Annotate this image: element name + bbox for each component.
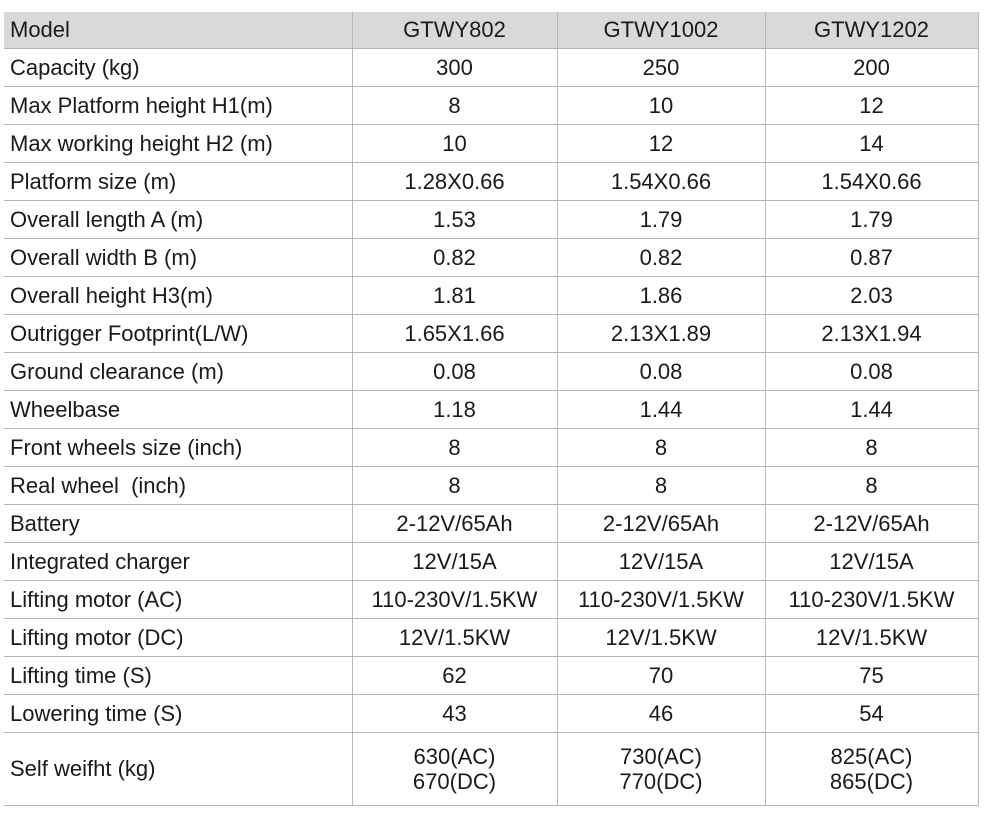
row-label: Lifting motor (DC) [4,619,352,657]
row-label: Overall width B (m) [4,239,352,277]
row-label: Battery [4,505,352,543]
row-label: Max Platform height H1(m) [4,87,352,125]
row-label: Overall height H3(m) [4,277,352,315]
table-row [4,429,978,467]
table-row [4,581,978,619]
table-row [4,201,978,239]
weight-ac: 730(AC) [620,743,702,769]
row-value: 1.79 [765,201,978,239]
row-value: 1.81 [352,277,557,315]
row-value: 12V/1.5KW [352,619,557,657]
row-value: 1.44 [765,391,978,429]
header-row [4,12,978,49]
row-label: Lifting time (S) [4,657,352,695]
row-value: 43 [352,695,557,733]
row-value: 8 [352,87,557,125]
row-value: 2-12V/65Ah [765,505,978,543]
table-row [4,619,978,657]
row-value: 12 [765,87,978,125]
row-value: 8 [765,467,978,505]
row-value: 0.08 [765,353,978,391]
row-value-multiline [765,733,978,806]
row-value: 12 [557,125,765,163]
row-value: 0.87 [765,239,978,277]
table-row [4,277,978,315]
row-label: Lifting motor (AC) [4,581,352,619]
row-value: 0.08 [352,353,557,391]
table-row [4,391,978,429]
row-value: 200 [765,49,978,87]
row-value: 12V/1.5KW [765,619,978,657]
row-value: 1.86 [557,277,765,315]
row-value-multiline [557,733,765,806]
row-value: 12V/1.5KW [557,619,765,657]
row-value: 2.13X1.89 [557,315,765,353]
row-value: 14 [765,125,978,163]
table-row [4,657,978,695]
row-value: 0.08 [557,353,765,391]
weight-ac: 630(AC) [413,743,496,769]
row-value: 300 [352,49,557,87]
row-value: 0.82 [352,239,557,277]
row-value: 8 [765,429,978,467]
weight-dc: 770(DC) [619,769,703,794]
row-value: 1.28X0.66 [352,163,557,201]
row-label: Wheelbase [4,391,352,429]
row-label: Integrated charger [4,543,352,581]
row-value: 2-12V/65Ah [557,505,765,543]
row-label: Platform size (m) [4,163,352,201]
weight-ac: 825(AC) [830,743,913,769]
row-label: Capacity (kg) [4,49,352,87]
row-value: 8 [352,429,557,467]
row-value: 12V/15A [765,543,978,581]
row-value: 1.44 [557,391,765,429]
header-model-3: GTWY1202 [765,12,978,49]
table-row [4,239,978,277]
row-value: 62 [352,657,557,695]
table-row [4,49,978,87]
table-row [4,543,978,581]
row-value: 54 [765,695,978,733]
row-value: 75 [765,657,978,695]
table-row [4,505,978,543]
table-row [4,315,978,353]
table-row-self-weight [4,733,978,806]
row-value: 70 [557,657,765,695]
row-value: 2-12V/65Ah [352,505,557,543]
row-value: 1.79 [557,201,765,239]
row-label: Self weifht (kg) [4,733,352,806]
row-label: Max working height H2 (m) [4,125,352,163]
table-row [4,467,978,505]
spec-table [4,12,979,806]
row-label: Front wheels size (inch) [4,429,352,467]
row-value: 110-230V/1.5KW [557,581,765,619]
row-value: 2.03 [765,277,978,315]
table-row [4,695,978,733]
header-model-1: GTWY802 [352,12,557,49]
table-row [4,125,978,163]
table-row [4,87,978,125]
row-label: Real wheel (inch) [4,467,352,505]
row-value: 1.53 [352,201,557,239]
row-label: Overall length A (m) [4,201,352,239]
table-row [4,163,978,201]
header-model-label: Model [4,12,352,49]
row-value: 1.54X0.66 [557,163,765,201]
row-value: 0.82 [557,239,765,277]
row-label: Lowering time (S) [4,695,352,733]
row-value: 1.65X1.66 [352,315,557,353]
row-label: Outrigger Footprint(L/W) [4,315,352,353]
row-value: 2.13X1.94 [765,315,978,353]
row-label: Ground clearance (m) [4,353,352,391]
row-value: 10 [557,87,765,125]
row-value-multiline [352,733,557,806]
table-row [4,353,978,391]
row-value: 1.18 [352,391,557,429]
row-value: 46 [557,695,765,733]
header-model-2: GTWY1002 [557,12,765,49]
weight-dc: 670(DC) [412,769,497,794]
row-value: 8 [352,467,557,505]
weight-dc: 865(DC) [829,769,914,794]
row-value: 1.54X0.66 [765,163,978,201]
row-value: 12V/15A [352,543,557,581]
row-value: 110-230V/1.5KW [765,581,978,619]
row-value: 110-230V/1.5KW [352,581,557,619]
row-value: 8 [557,467,765,505]
row-value: 10 [352,125,557,163]
row-value: 12V/15A [557,543,765,581]
row-value: 250 [557,49,765,87]
row-value: 8 [557,429,765,467]
